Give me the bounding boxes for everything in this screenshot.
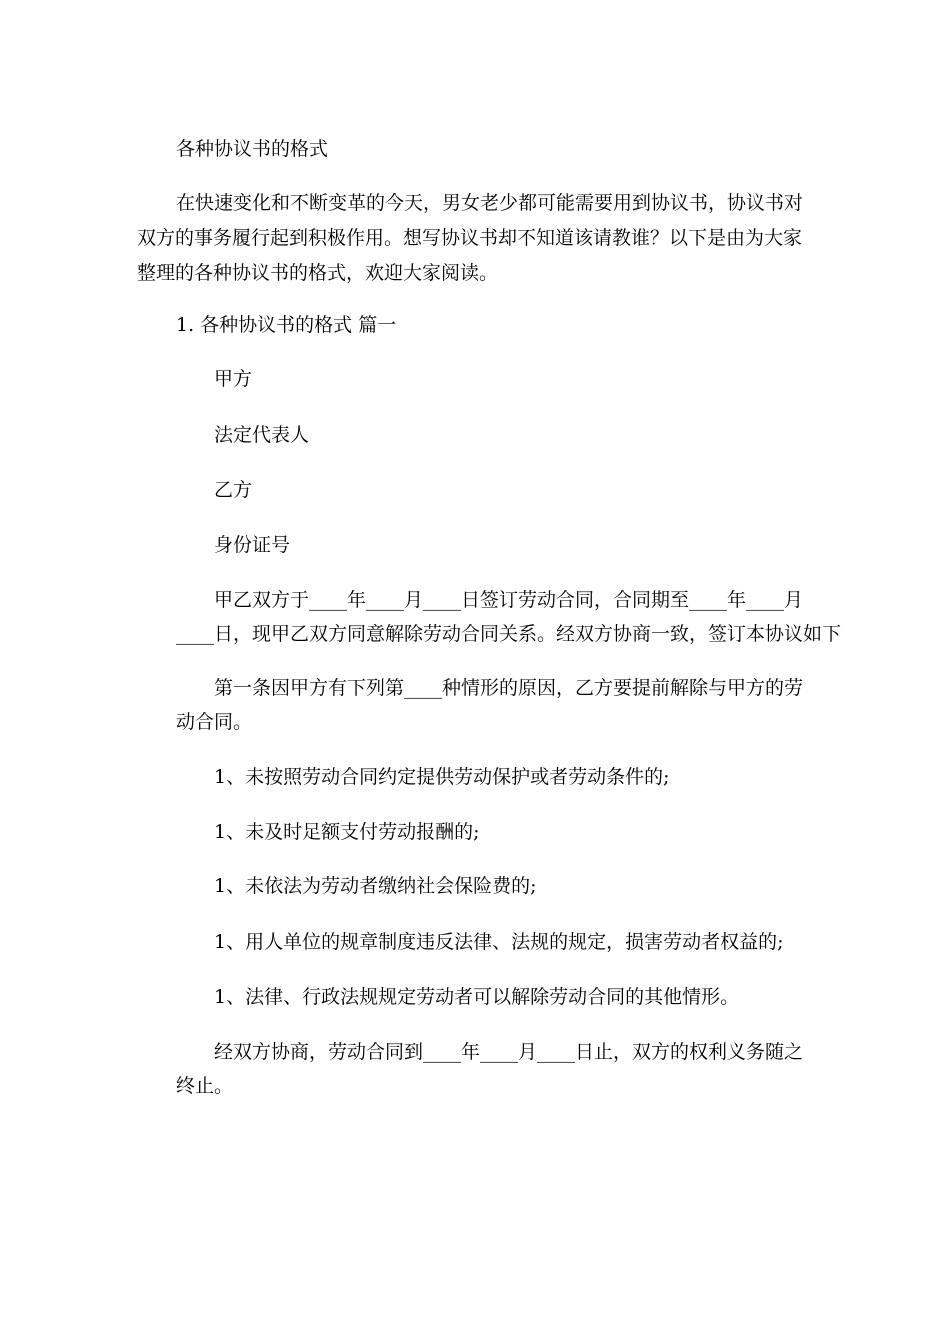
field-party-b: 乙方: [214, 479, 253, 501]
intro-line-3: 整理的各种协议书的格式，欢迎大家阅读。: [137, 262, 499, 284]
document-title: 各种协议书的格式: [176, 138, 329, 160]
paragraph-contract-dates-line-1: 甲乙双方于____年____月____日签订劳动合同，合同期至____年____月: [214, 589, 804, 611]
section-heading: 1. 各种协议书的格式 篇一: [176, 314, 397, 336]
intro-line-2: 双方的事务履行起到积极作用。想写协议书却不知道该请教谁？以下是由为大家: [137, 227, 803, 249]
closing-line-1: 经双方协商，劳动合同到____年____月____日止，双方的权利义务随之: [214, 1041, 804, 1063]
closing-line-2: 终止。: [176, 1075, 234, 1097]
list-item: 1、未及时足额支付劳动报酬的;: [214, 821, 480, 843]
list-item: 1、未依法为劳动者缴纳社会保险费的;: [214, 875, 537, 897]
paragraph-contract-dates-line-2: ____日，现甲乙双方同意解除劳动合同关系。经双方协商一致，签订本协议如下: [176, 623, 842, 645]
field-legal-representative: 法定代表人: [214, 424, 310, 446]
list-item: 1、用人单位的规章制度违反法律、法规的规定，损害劳动者权益的;: [214, 931, 784, 953]
list-item: 1、法律、行政法规规定劳动者可以解除劳动合同的其他情形。: [214, 986, 740, 1008]
paragraph-article-one-line-1: 第一条因甲方有下列第____种情形的原因，乙方要提前解除与甲方的劳: [214, 677, 804, 699]
paragraph-article-one-line-2: 动合同。: [176, 711, 253, 733]
field-id-number: 身份证号: [214, 534, 291, 556]
field-party-a: 甲方: [214, 368, 253, 390]
intro-line-1: 在快速变化和不断变革的今天，男女老少都可能需要用到协议书，协议书对: [176, 192, 804, 214]
list-item: 1、未按照劳动合同约定提供劳动保护或者劳动条件的;: [214, 766, 670, 788]
